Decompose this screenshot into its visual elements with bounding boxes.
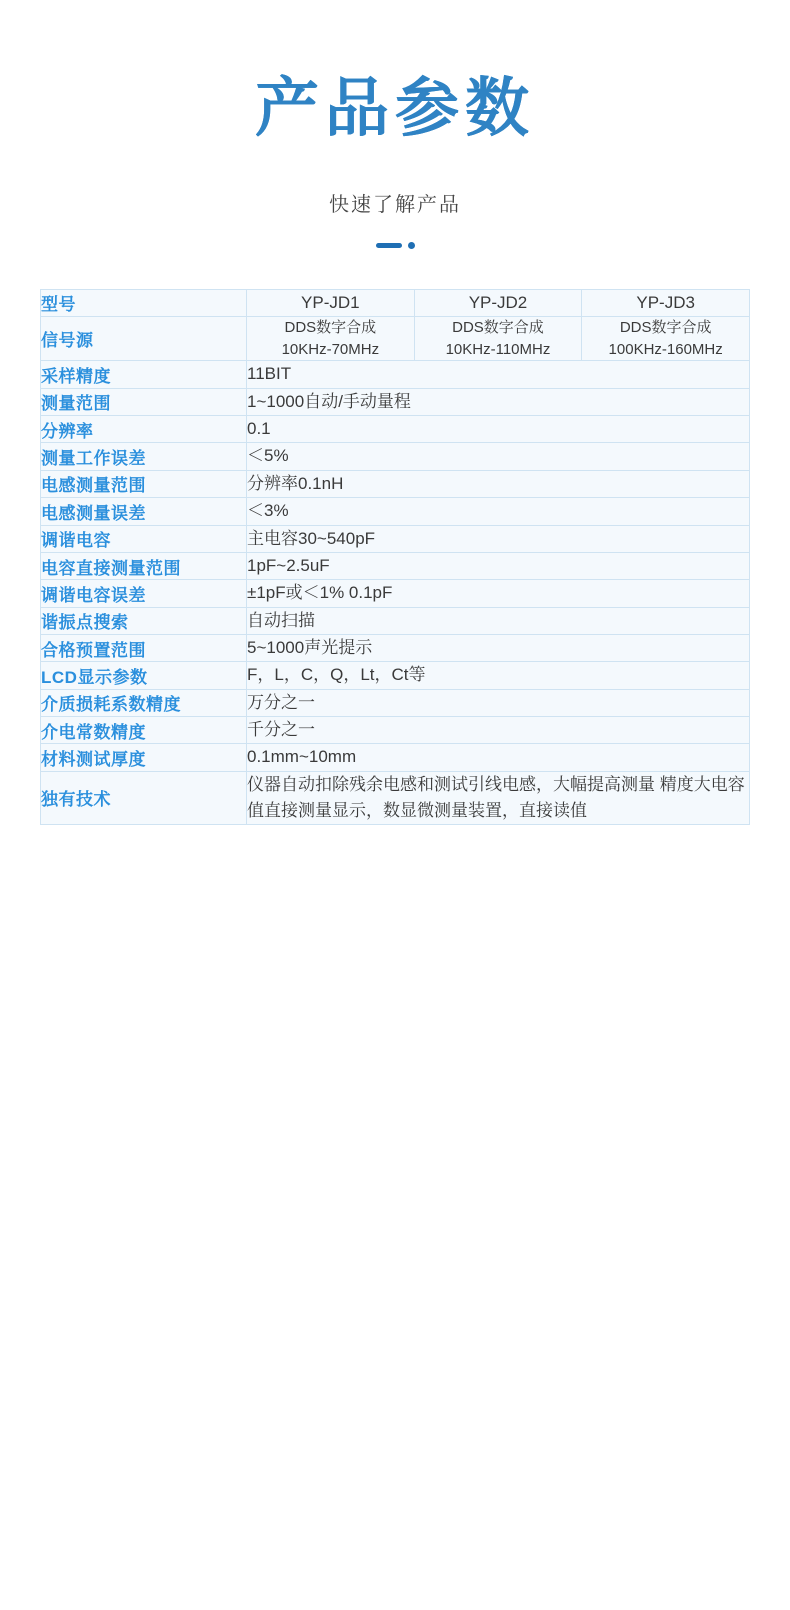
row-label-inductance-range: 电感测量范围 — [41, 470, 247, 497]
cell-model-2: YP-JD2 — [414, 289, 582, 316]
row-value-inductance-range: 分辨率0.1nH — [247, 470, 750, 497]
row-value-lcd-params: F，L，C，Q，Lt，Ct等 — [247, 662, 750, 689]
table-row — [41, 716, 750, 743]
row-value-resonance-search: 自动扫描 — [247, 607, 750, 634]
table-row — [41, 662, 750, 689]
row-label-dielectric-constant-accuracy: 介电常数精度 — [41, 716, 247, 743]
page-title: 产品参数 — [0, 72, 790, 146]
spec-table — [40, 289, 750, 826]
row-label-resonance-search: 谐振点搜索 — [41, 607, 247, 634]
table-row — [41, 771, 750, 825]
row-label-tuning-capacitance: 调谐电容 — [41, 525, 247, 552]
cell-signal-1-line1: DDS数字合成 — [284, 318, 377, 336]
row-value-capacitance-direct-range: 1pF~2.5uF — [247, 552, 750, 579]
row-label-sampling-accuracy: 采样精度 — [41, 361, 247, 388]
row-value-resolution: 0.1 — [247, 416, 750, 443]
page-header — [0, 0, 790, 251]
row-value-sampling-accuracy: 11BIT — [247, 361, 750, 388]
row-value-inductance-error: ＜3% — [247, 498, 750, 525]
row-label-tuning-capacitance-error: 调谐电容误差 — [41, 580, 247, 607]
row-label-unique-technology: 独有技术 — [41, 771, 247, 825]
table-row — [41, 607, 750, 634]
table-row — [41, 316, 750, 361]
row-value-material-thickness: 0.1mm~10mm — [247, 744, 750, 771]
row-label-inductance-error: 电感测量误差 — [41, 498, 247, 525]
cell-signal-2-line1: DDS数字合成 — [452, 318, 544, 336]
cell-signal-2 — [414, 316, 582, 361]
row-value-measure-range: 1~1000自动/手动量程 — [247, 388, 750, 415]
bottom-spacer — [0, 825, 790, 975]
divider-dot-icon — [408, 242, 415, 249]
row-label-lcd-params: LCD显示参数 — [41, 662, 247, 689]
table-row — [41, 289, 750, 316]
table-row — [41, 361, 750, 388]
row-label-measure-range: 测量范围 — [41, 388, 247, 415]
table-row — [41, 443, 750, 470]
row-value-preset-range: 5~1000声光提示 — [247, 634, 750, 661]
cell-model-1: YP-JD1 — [247, 289, 415, 316]
table-row — [41, 689, 750, 716]
row-label-capacitance-direct-range: 电容直接测量范围 — [41, 552, 247, 579]
table-row — [41, 416, 750, 443]
table-row — [41, 525, 750, 552]
cell-signal-1-line2: 10KHz-70MHz — [281, 340, 380, 358]
row-value-measure-error: ＜5% — [247, 443, 750, 470]
divider-bar-icon — [376, 243, 402, 248]
row-value-unique-technology: 仪器自动扣除残余电感和测试引线电感，大幅提高测量 精度大电容值直接测量显示，数显微测量装置，直接读值 — [247, 771, 750, 825]
page-subtitle: 快速了解产品 — [329, 193, 461, 216]
spec-table-container — [40, 289, 750, 826]
row-label-dielectric-loss-accuracy: 介质损耗系数精度 — [41, 689, 247, 716]
table-row — [41, 498, 750, 525]
cell-signal-1 — [247, 316, 415, 361]
row-value-dielectric-constant-accuracy: 千分之一 — [247, 716, 750, 743]
table-row — [41, 388, 750, 415]
row-label-model: 型号 — [41, 289, 247, 316]
cell-signal-3-line2: 100KHz-160MHz — [608, 340, 723, 358]
row-value-tuning-capacitance: 主电容30~540pF — [247, 525, 750, 552]
row-label-material-thickness: 材料测试厚度 — [41, 744, 247, 771]
row-value-dielectric-loss-accuracy: 万分之一 — [247, 689, 750, 716]
table-row — [41, 552, 750, 579]
table-row — [41, 634, 750, 661]
table-row — [41, 744, 750, 771]
cell-signal-3 — [582, 316, 750, 361]
row-label-signal-source: 信号源 — [41, 316, 247, 361]
table-row — [41, 580, 750, 607]
cell-signal-3-line1: DDS数字合成 — [619, 318, 712, 336]
row-label-resolution: 分辨率 — [41, 416, 247, 443]
row-label-preset-range: 合格预置范围 — [41, 634, 247, 661]
table-row — [41, 470, 750, 497]
title-divider — [0, 241, 790, 251]
cell-model-3: YP-JD3 — [582, 289, 750, 316]
row-label-measure-error: 测量工作误差 — [41, 443, 247, 470]
cell-signal-2-line2: 10KHz-110MHz — [445, 340, 551, 358]
row-value-tuning-capacitance-error: ±1pF或＜1% 0.1pF — [247, 580, 750, 607]
